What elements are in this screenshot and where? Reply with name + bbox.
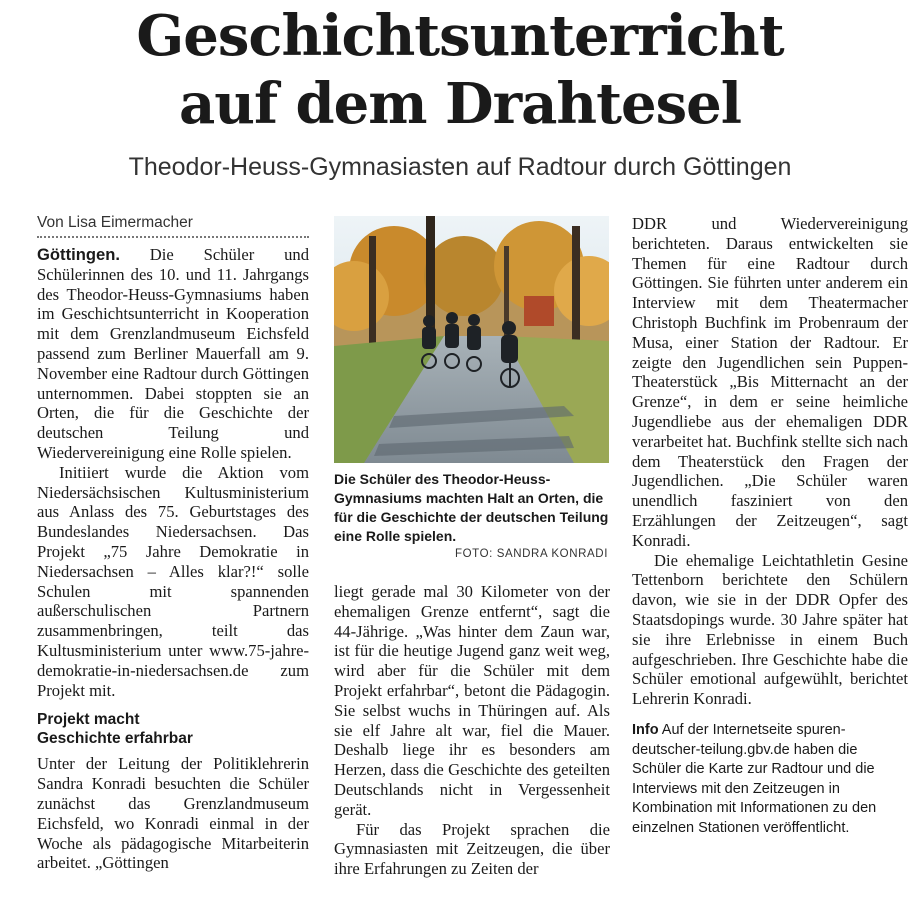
headline-line-1: Geschichtsunterricht	[136, 3, 784, 69]
paragraph: Für das Projekt sprachen die Gymnasiasten mit Zeitzeugen, die über ihre Erfahrungen zu Zeiten der	[334, 819, 610, 879]
paragraph: DDR und Wiedervereinigung berichteten. Daraus entwickelten sie Themen für eine Radtour durch Göttingen. Sie führten unter anderem ein Interview mit dem Theatermacher Christoph Buchfink im Probenraum der Musa, einer Station der Radtour. Er zeigte den Jugendlichen sein Puppen-Theaterstück „Bis Mitternacht an der Grenze“, in dem er seine heimliche Jugendliebe aus der ehemaligen DDR verarbeitet hat. Buchfink stellte sich nach dem Theaterstück den Fragen der Jugendlichen. „Die Schüler waren unendlich fasziniert von den Erzählungen der Zeitzeugen“, sagt Konradi.	[632, 214, 908, 550]
lead-paragraph	[37, 245, 309, 463]
subheading	[37, 710, 309, 748]
paragraph: Die ehemalige Leichtathletin Gesine Tettenborn berichtete den Schülern davon, wie sie in der DDR Opfer des Staatsdopings wurde. 30 Jahre später hat sie ihre Erlebnisse in einem Buch aufgeschrieben. Ihre Geschichte habe die Schüler emotional aufgewühlt, berichtet Lehrerin Konradi.	[632, 550, 908, 709]
article-photo	[334, 216, 609, 463]
paragraph: liegt gerade mal 30 Kilometer von der ehemaligen Grenze entfernt“, sagt die 44-Jährige. „Was hinter dem Zaun war, ist für die heutige Jugend ganz weit weg, wird aber für die Schüler mit dem Projekt erfahrbar“, betont die Pädagogin. Sie selbst wuchs in Thüringen auf. Als sie elf Jahre alt war, fiel die Mauer. Deshalb liege ihr es besonders am Herzen, dass die Geschichte des geteilten Deutschlands nicht in Vergessenheit gerät.	[334, 582, 610, 819]
headline-line-2: auf dem Drahtesel	[178, 71, 742, 137]
lead-paragraph-text: Die Schüler und Schülerinnen des 10. und 11. Jahrgangs des Theodor-Heuss-Gymnasiums haben im Geschichtsunterricht in Kooperation mit dem Grenzlandmuseum Eichsfeld passend zum Berliner Mauerfall am 9. November eine Radtour durch Göttingen unternommen. Dabei stoppten sie an Orten, die für die Geschichte der deutschen Teilung und Wiedervereinigung eine Rolle spielen.	[37, 245, 309, 462]
subheading-line-2: Geschichte erfahrbar	[37, 730, 193, 748]
byline: Von Lisa Eimermacher	[37, 214, 309, 238]
subheading-line-1: Projekt macht	[37, 711, 140, 729]
paragraph: Initiiert wurde die Aktion vom Niedersächsischen Kultusministerium aus Anlass des 75. Geburtstages des Bundeslandes Niedersachsen. Das Projekt „75 Jahre Demokratie in Niedersachsen – Alles klar?!“ solle Schulen mit spannenden außerschulischen Partnern zusammenbringen, teilt das Kultusministerium unter www.75-jahre-demokratie-in-niedersachsen.de zum Projekt mit.	[37, 462, 309, 700]
dateline: Göttingen.	[37, 245, 120, 264]
photo-caption: Die Schüler des Theodor-Heuss-Gymnasiums machten Halt an Orten, die für die Geschichte der deutschen Teilung eine Rolle spielen.	[334, 471, 609, 544]
cyclists-photo-illustration	[334, 216, 609, 463]
subtitle: Theodor-Heuss-Gymnasiasten auf Radtour durch Göttingen	[128, 153, 792, 181]
photo-credit: FOTO: SANDRA KONRADI	[454, 548, 608, 560]
article-column-2	[334, 582, 610, 879]
info-label: Info	[632, 721, 659, 738]
article-column-3	[632, 214, 908, 838]
paragraph: Unter der Leitung der Politiklehrerin Sandra Konradi besuchten die Schüler zunächst das Grenzlandmuseum Eichsfeld, wo Konradi einmal in der Woche als pädagogische Mitarbeiterin arbeitet. „Göttingen	[37, 754, 309, 873]
info-box	[632, 721, 908, 839]
info-text: Auf der Internetseite spuren-deutscher-teilung.gbv.de haben die Schüler die Karte zur Radtour und die Interviews mit den Zeitzeugen in Kombination mit Informationen zu den einzelnen Stationen veröffentlicht.	[632, 721, 877, 836]
article-column-1	[37, 214, 309, 873]
